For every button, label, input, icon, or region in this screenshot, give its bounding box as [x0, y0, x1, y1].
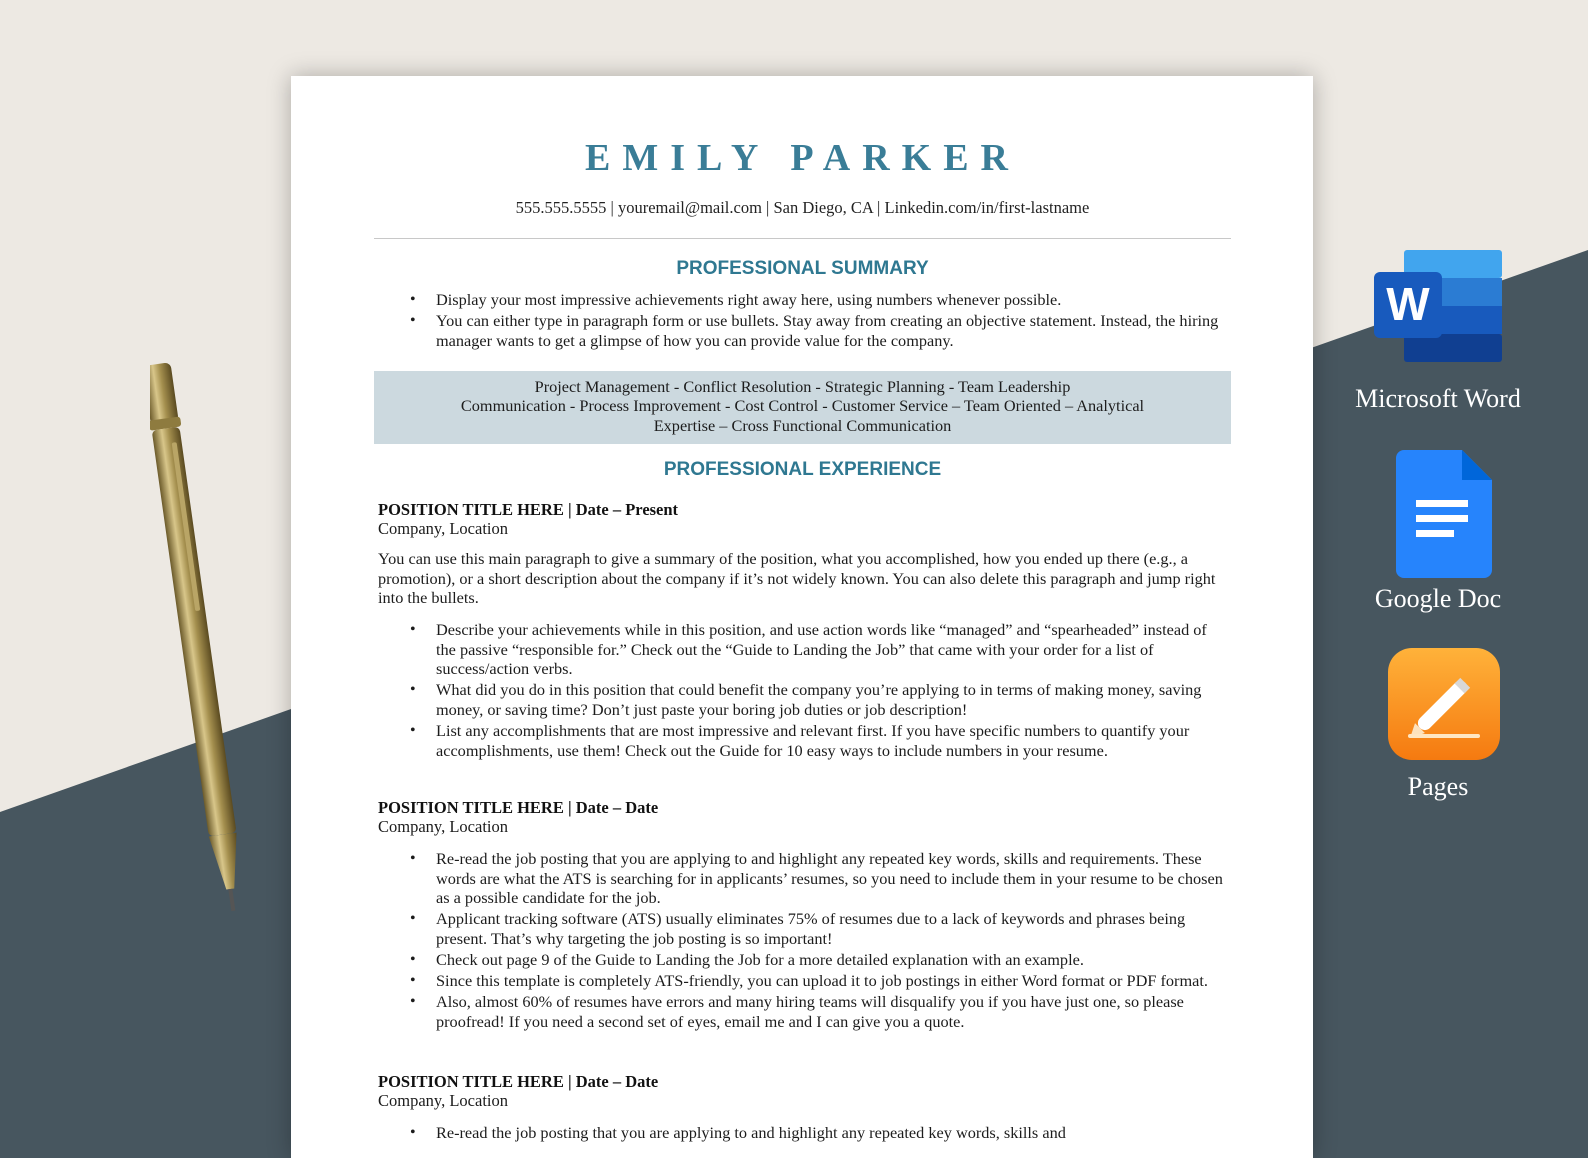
summary-heading: PROFESSIONAL SUMMARY: [676, 258, 929, 279]
header-divider: [374, 238, 1231, 239]
position-bullet: • Describe your achievements while in this position, and use action words like “managed” and “spearheaded” instead of the passive “responsible for.” Check out the “Guide to Landing the Job” that came with your order for a list of success/action verbs.: [410, 620, 1225, 679]
position-bullet: • Applicant tracking software (ATS) usually eliminates 75% of resumes due to a lack of keywords and phrases being present. That’s why targeting the job posting is so important!: [410, 909, 1225, 948]
position-title: POSITION TITLE HERE | Date – Date: [378, 1072, 659, 1091]
skills-line: Expertise – Cross Functional Communication: [653, 415, 952, 435]
position-bullet: • Since this template is completely ATS-friendly, you can upload it to job postings in either Word format or PDF format.: [410, 971, 1225, 991]
skills-line: Project Management - Conflict Resolution - Strategic Planning - Team Leadership: [534, 377, 1071, 396]
pages-label: Pages: [1407, 772, 1469, 801]
resume-name: EMILY PARKER: [584, 137, 1020, 179]
svg-text:W: W: [1386, 278, 1430, 330]
microsoft-word-icon: [1374, 250, 1502, 362]
position-title: POSITION TITLE HERE | Date – Date: [378, 798, 659, 817]
position-bullet: • Check out page 9 of the Guide to Landing the Job for a more detailed explanation with an example.: [410, 950, 1225, 970]
summary-bullet: • Display your most impressive achievements right away here, using numbers whenever possible.: [410, 290, 1225, 310]
position-bullet: • Re-read the job posting that you are applying to and highlight any repeated key words, skills and: [410, 1123, 1225, 1143]
position-bullets: [410, 849, 1225, 1033]
company-location: Company, Location: [378, 817, 508, 836]
contact-line: 555.555.5555 | youremail@mail.com | San Diego, CA | Linkedin.com/in/first-lastname: [515, 198, 1090, 217]
experience-heading: PROFESSIONAL EXPERIENCE: [663, 459, 942, 480]
position-summary: You can use this main paragraph to give a summary of the position, what you accomplished, how you ended up there (e.g., a promotion), or a short description about the company if it’s not widely known. You can also delete this paragraph and jump right into the bullets.: [378, 549, 1216, 608]
position-bullets: [410, 1123, 1225, 1144]
microsoft-word-label: Microsoft Word: [1355, 384, 1521, 413]
pages-icon: [1388, 648, 1500, 760]
google-docs-icon: [1396, 450, 1492, 578]
google-doc-label: Google Doc: [1374, 584, 1502, 613]
position-bullet: • List any accomplishments that are most impressive and relevant first. If you have specific numbers to quantify your accomplishments, use them! Check out the Guide for 10 easy ways to include numbers in your resume.: [410, 721, 1225, 760]
summary-bullet: • You can either type in paragraph form or use bullets. Stay away from creating an objective statement. Instead, the hiring manager wants to get a glimpse of how you can provide value for the company.: [410, 311, 1225, 350]
company-location: Company, Location: [378, 519, 508, 538]
position-title: POSITION TITLE HERE | Date – Present: [378, 500, 679, 519]
skills-band: [374, 371, 1231, 444]
resume-page: [291, 76, 1313, 1158]
position-bullet: • What did you do in this position that could benefit the company you’re applying to in terms of making money, saving money, or saving time? Don’t just paste your boring job duties or job description!: [410, 680, 1225, 719]
gold-pen-image: [150, 330, 260, 930]
company-location: Company, Location: [378, 1091, 508, 1110]
skills-line: Communication - Process Improvement - Cost Control - Customer Service – Team Oriented – Analytical: [460, 396, 1145, 416]
position-bullet: • Re-read the job posting that you are applying to and highlight any repeated key words, skills and requirements. These words are what the ATS is searching for in applicants’ resumes, so you need to include them in your resume to be chosen as a possible candidate for the job.: [410, 849, 1225, 908]
position-bullet: • Also, almost 60% of resumes have errors and many hiring teams will disqualify you if you have just one, so please proofread! If you need a second set of eyes, email me and I can give you a quote.: [410, 992, 1225, 1031]
summary-bullets: [410, 290, 1225, 352]
position-bullets: [410, 620, 1225, 762]
